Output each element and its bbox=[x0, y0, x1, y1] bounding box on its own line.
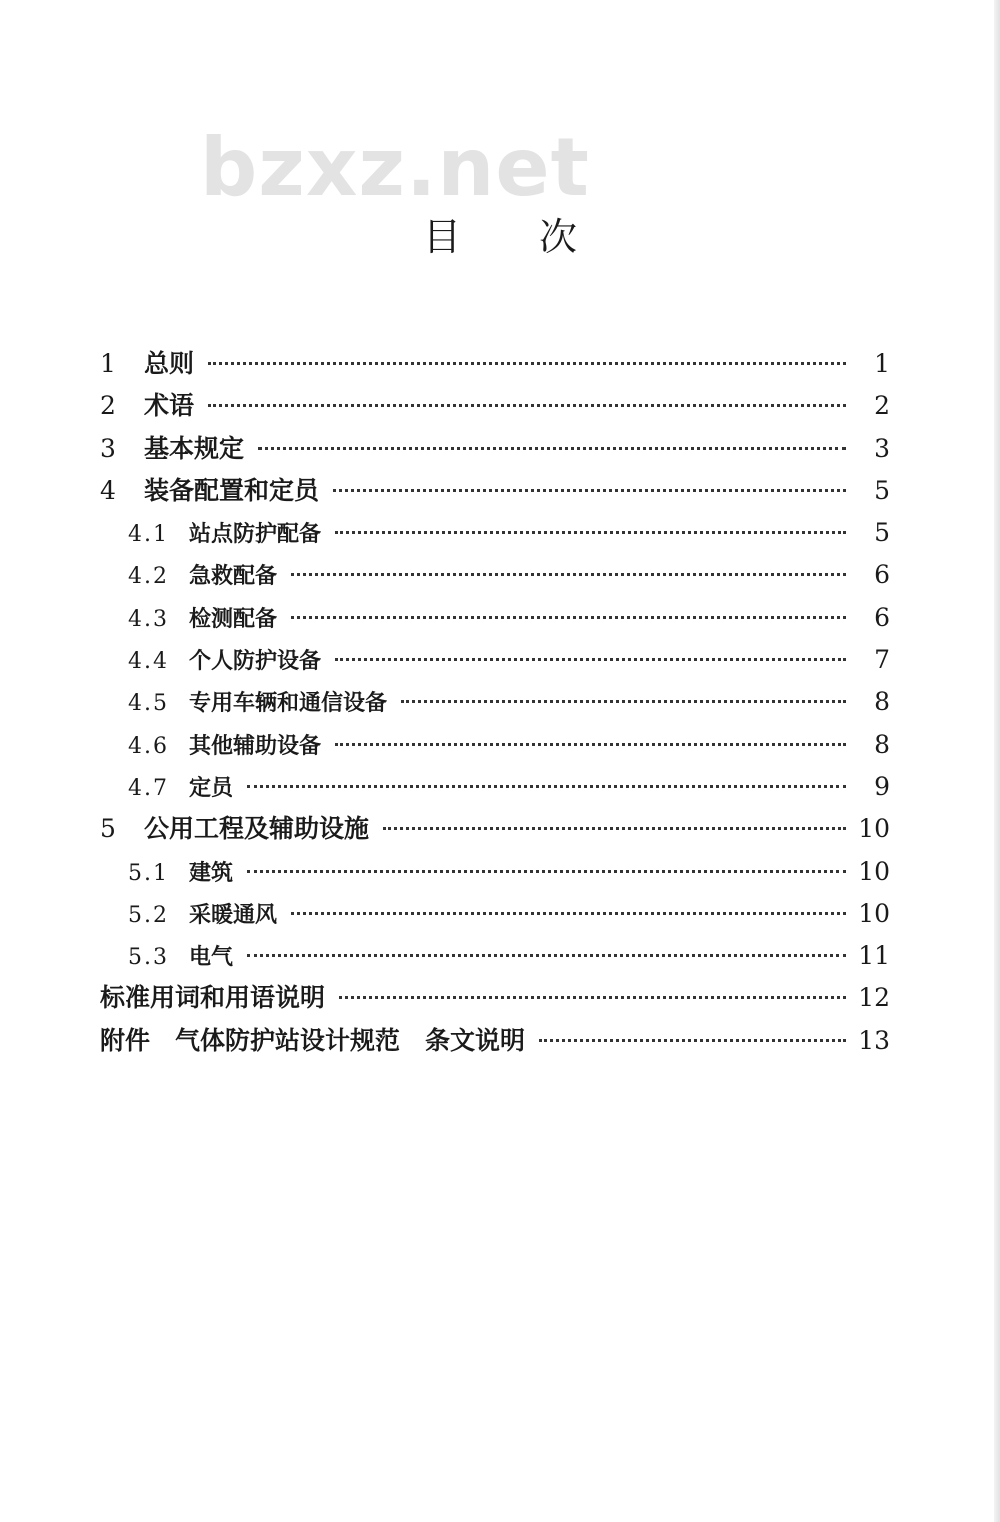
toc-number: 4.7 bbox=[128, 775, 169, 801]
dot-leader bbox=[208, 362, 846, 365]
page-title bbox=[0, 212, 1000, 262]
toc-page: 10 bbox=[858, 898, 890, 928]
toc-page: 1 bbox=[874, 349, 890, 378]
dot-leader bbox=[383, 827, 846, 830]
toc-page: 6 bbox=[874, 602, 890, 632]
dot-leader bbox=[208, 404, 846, 407]
toc-entry[interactable] bbox=[100, 808, 890, 850]
dot-leader bbox=[335, 658, 846, 661]
toc-subentry[interactable] bbox=[100, 512, 890, 554]
dot-leader bbox=[291, 573, 846, 576]
dot-leader bbox=[247, 785, 846, 788]
toc-subentry[interactable] bbox=[100, 681, 890, 723]
toc-number: 4.1 bbox=[128, 522, 169, 548]
toc-label: 个人防护设备 bbox=[189, 648, 322, 675]
toc-label: 检测配备 bbox=[189, 605, 278, 632]
toc-label: 标准用词和用语说明 bbox=[100, 983, 326, 1013]
toc-label: 术语 bbox=[144, 391, 195, 421]
toc-number: 1 bbox=[100, 349, 116, 378]
toc-number: 4.6 bbox=[128, 733, 169, 759]
dot-leader bbox=[291, 912, 846, 915]
toc-page: 5 bbox=[874, 518, 890, 548]
toc-entry[interactable] bbox=[100, 428, 890, 470]
toc-page: 9 bbox=[874, 771, 890, 801]
toc-page: 7 bbox=[874, 645, 890, 675]
dot-leader bbox=[247, 954, 846, 957]
toc-entry[interactable] bbox=[100, 977, 890, 1019]
toc-number: 4.2 bbox=[128, 564, 169, 590]
toc-label: 总则 bbox=[144, 349, 195, 378]
toc-page: 11 bbox=[858, 941, 890, 971]
toc-number: 5.3 bbox=[128, 945, 169, 971]
toc-entry[interactable] bbox=[100, 1020, 890, 1062]
toc-label: 专用车辆和通信设备 bbox=[189, 690, 388, 717]
toc-number: 5.2 bbox=[128, 902, 169, 928]
toc-subentry[interactable] bbox=[100, 597, 890, 639]
dot-leader bbox=[335, 531, 846, 534]
toc-label: 采暖通风 bbox=[189, 901, 278, 928]
dot-leader bbox=[401, 700, 846, 703]
dot-leader bbox=[247, 870, 846, 873]
toc-label: 其他辅助设备 bbox=[189, 732, 322, 759]
toc-label: 基本规定 bbox=[144, 433, 245, 463]
toc-number: 3 bbox=[100, 433, 116, 463]
title-char-1: 目 bbox=[422, 215, 461, 259]
toc-subentry[interactable] bbox=[100, 554, 890, 596]
toc-page: 13 bbox=[858, 1025, 890, 1055]
toc-label: 建筑 bbox=[189, 859, 234, 886]
toc-number: 4.3 bbox=[128, 606, 169, 632]
toc-subentry[interactable] bbox=[100, 935, 890, 977]
toc-page: 10 bbox=[858, 856, 890, 886]
toc-subentry[interactable] bbox=[100, 851, 890, 893]
toc-label: 装备配置和定员 bbox=[144, 475, 320, 505]
toc-label: 定员 bbox=[189, 774, 234, 801]
toc-page: 6 bbox=[874, 560, 890, 590]
dot-leader bbox=[339, 996, 846, 999]
dot-leader bbox=[258, 447, 846, 450]
dot-leader bbox=[291, 616, 846, 619]
toc-page: 8 bbox=[874, 687, 890, 717]
toc-entry[interactable] bbox=[100, 343, 890, 385]
dot-leader bbox=[539, 1039, 846, 1042]
toc-label: 急救配备 bbox=[189, 563, 278, 590]
toc-label: 站点防护配备 bbox=[189, 521, 322, 548]
dot-leader bbox=[333, 489, 846, 492]
toc-number: 4 bbox=[100, 475, 116, 505]
toc-page: 10 bbox=[858, 814, 890, 844]
toc-page: 12 bbox=[858, 983, 890, 1013]
toc-label: 电气 bbox=[189, 944, 234, 971]
toc-number: 5.1 bbox=[128, 860, 169, 886]
toc-page: 3 bbox=[874, 433, 890, 463]
toc-subentry[interactable] bbox=[100, 893, 890, 935]
toc-page: 5 bbox=[874, 475, 890, 505]
title-char-2: 次 bbox=[539, 215, 578, 259]
toc-subentry[interactable] bbox=[100, 639, 890, 681]
toc-number: 4.4 bbox=[128, 649, 169, 675]
toc-number: 4.5 bbox=[128, 691, 169, 717]
toc-subentry[interactable] bbox=[100, 766, 890, 808]
watermark: bzxz.net bbox=[200, 121, 590, 214]
toc-number: 2 bbox=[100, 391, 116, 421]
dot-leader bbox=[335, 743, 846, 746]
toc-subentry[interactable] bbox=[100, 724, 890, 766]
table-of-contents bbox=[100, 343, 890, 1062]
toc-entry[interactable] bbox=[100, 470, 890, 512]
toc-page: 2 bbox=[874, 391, 890, 421]
toc-label: 公用工程及辅助设施 bbox=[144, 814, 370, 844]
toc-label: 附件 气体防护站设计规范 条文说明 bbox=[100, 1025, 526, 1055]
toc-entry[interactable] bbox=[100, 385, 890, 427]
toc-page: 8 bbox=[874, 729, 890, 759]
toc-number: 5 bbox=[100, 814, 116, 844]
